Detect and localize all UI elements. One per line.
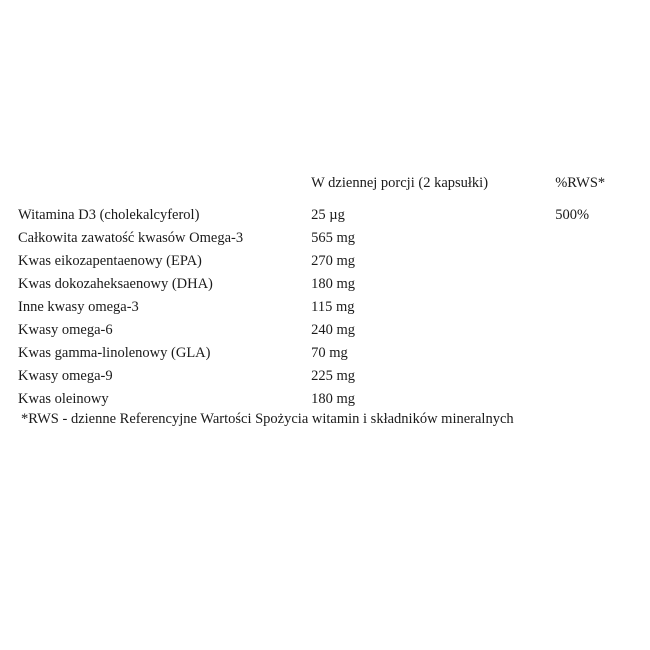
table-row: [0, 231, 650, 254]
nutrient-amount: 70 mg: [311, 345, 348, 361]
nutrient-rws: 500%: [555, 207, 590, 223]
nutrition-table: [0, 176, 650, 415]
nutrient-rws: [555, 277, 650, 300]
table-row: [0, 254, 650, 277]
nutrient-rws: [555, 392, 650, 415]
nutrient-name: Kwasy omega-9: [18, 368, 113, 384]
table-row: [0, 323, 650, 346]
column-header-amount: W dziennej porcji (2 kapsułki): [311, 175, 489, 191]
nutrient-name: Kwas dokozaheksaenowy (DHA): [18, 276, 213, 292]
nutrient-rws: [555, 323, 650, 346]
table-row: [0, 346, 650, 369]
nutrient-amount: 225 mg: [311, 368, 356, 384]
nutrient-rws: [555, 369, 650, 392]
nutrient-rws: [555, 346, 650, 369]
table-row: [0, 369, 650, 392]
nutrient-rws: [555, 254, 650, 277]
nutrient-amount: 240 mg: [311, 322, 356, 338]
nutrient-rws: [555, 300, 650, 323]
nutrient-amount: 180 mg: [311, 276, 356, 292]
nutrient-amount: 270 mg: [311, 253, 356, 269]
table-header-row: [0, 176, 650, 208]
nutrient-name: Kwas eikozapentaenowy (EPA): [18, 253, 202, 269]
nutrient-name: Witamina D3 (cholekalcyferol): [18, 207, 200, 223]
rws-footnote: *RWS - dzienne Referencyjne Wartości Spożycia witamin i składników mineralnych: [21, 411, 514, 427]
nutrient-name: Kwasy omega-6: [18, 322, 113, 338]
nutrient-name: Całkowita zawatość kwasów Omega-3: [18, 230, 244, 246]
column-header-rws: %RWS*: [555, 175, 606, 191]
nutrient-name: Kwas gamma-linolenowy (GLA): [18, 345, 211, 361]
column-header-nutrient: [0, 176, 311, 208]
table-row: [0, 208, 650, 231]
nutrient-amount: 115 mg: [311, 299, 355, 315]
nutrient-amount: 25 µg: [311, 207, 345, 223]
table-body: [0, 176, 650, 415]
nutrient-amount: 565 mg: [311, 230, 356, 246]
nutrient-amount: 180 mg: [311, 391, 356, 407]
table-row: [0, 300, 650, 323]
table-row: [0, 277, 650, 300]
nutrient-name: Kwas oleinowy: [18, 391, 109, 407]
nutrient-rws: [555, 231, 650, 254]
nutrient-name: Inne kwasy omega-3: [18, 299, 139, 315]
